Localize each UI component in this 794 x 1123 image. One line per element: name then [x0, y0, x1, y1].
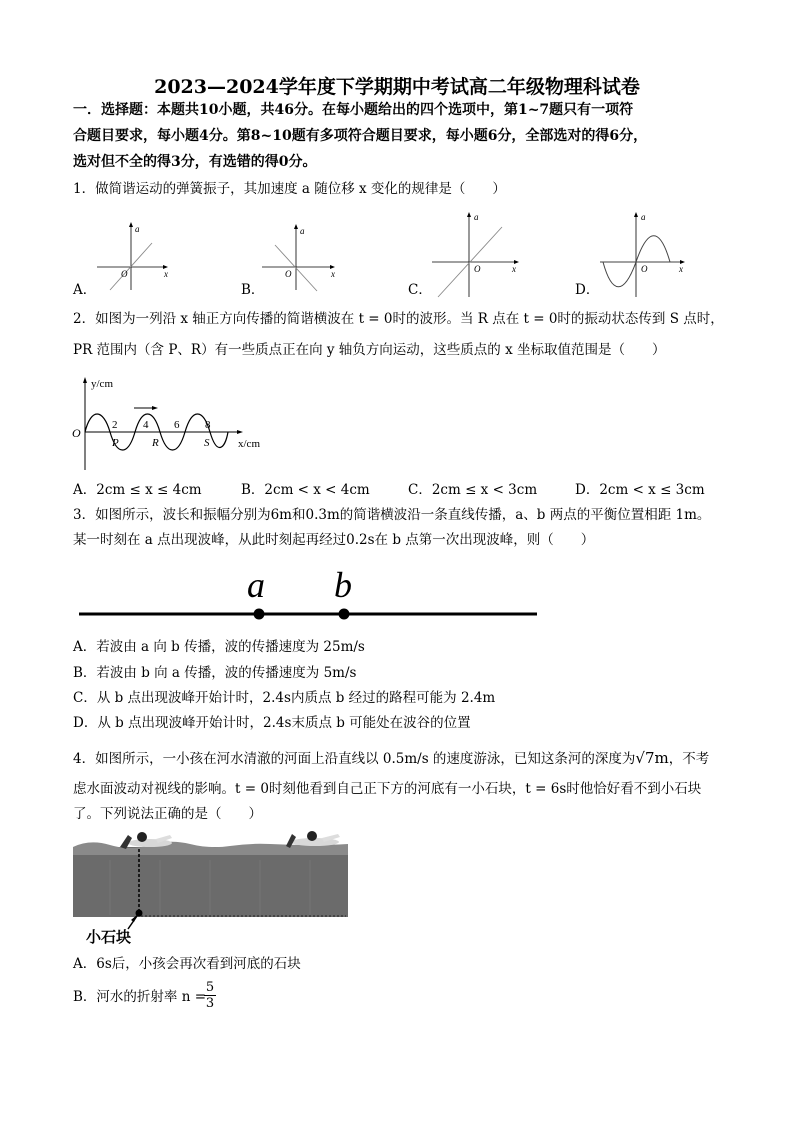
refractive-index-fraction: 5 3 — [205, 980, 215, 1011]
q2-stem-line1: 2．如图为一列沿 x 轴正方向传播的简谐横波在 t = 0时的波形。当 R 点在 t = 0时的振动状态传到 S 点时， — [73, 311, 724, 327]
q1-graph-d — [600, 212, 685, 297]
q1-stem: 1．做简谐运动的弹簧振子，其加速度 a 随位移 x 变化的规律是（ ） — [73, 181, 506, 197]
q3-option-d[interactable]: D．从 b 点出现波峰开始计时，2.4s末质点 b 可能处在波谷的位置 — [73, 715, 471, 731]
q1-option-d[interactable]: D． — [575, 282, 600, 298]
q4-option-b[interactable]: B．河水的折射率 n = — [73, 989, 207, 1005]
point-a — [254, 609, 265, 620]
q1-graphs — [0, 205, 794, 305]
q1-graph-c — [432, 212, 519, 297]
q2-option-d[interactable]: D．2cm < x ≤ 3cm — [575, 482, 705, 498]
svg-text:a: a — [247, 565, 265, 605]
q3-option-a[interactable]: A．若波由 a 向 b 传播，波的传播速度为 25m/s — [73, 639, 365, 655]
q4-option-a[interactable]: A．6s后，小孩会再次看到河底的石块 — [73, 956, 301, 972]
svg-text:b: b — [334, 565, 352, 605]
svg-text:O: O — [121, 269, 128, 279]
svg-text:R: R — [152, 437, 159, 449]
svg-text:2: 2 — [112, 419, 118, 431]
svg-text:x: x — [331, 269, 335, 279]
svg-text:a: a — [641, 212, 646, 222]
q3-stem-line1: 3．如图所示，波长和振幅分别为6m和0.3m的简谐横波沿一条直线传播，a、b 两点的平衡位置相距 1m。 — [73, 507, 711, 523]
q3-option-c[interactable]: C．从 b 点出现波峰开始计时，2.4s内质点 b 经过的路程可能为 2.4m — [73, 690, 496, 706]
svg-text:x: x — [512, 264, 516, 274]
svg-text:4: 4 — [143, 419, 149, 431]
q2-stem-line2: PR 范围内（含 P、R）有一些质点正在向 y 轴负方向运动，这些质点的 x 坐标取值范围是（ ） — [73, 342, 666, 358]
svg-text:y/cm: y/cm — [91, 378, 113, 390]
river-depth: √7m — [635, 749, 669, 767]
q3-figure — [75, 563, 545, 628]
q3-stem-line2: 某一时刻在 a 点出现波峰，从此时刻起再经过0.2s在 b 点第一次出现波峰，则（ ） — [73, 532, 595, 548]
q2-option-c[interactable]: C．2cm ≤ x < 3cm — [408, 482, 538, 498]
svg-text:x: x — [679, 264, 683, 274]
svg-text:P: P — [112, 437, 119, 449]
page-title: 2023—2024学年度下学期期中考试高二年级物理科试卷 — [154, 76, 640, 98]
q2-wave-figure — [70, 375, 290, 475]
svg-text:a: a — [135, 224, 140, 234]
q2-option-a[interactable]: A．2cm ≤ x ≤ 4cm — [73, 482, 202, 498]
q4-stem-line2: 虑水面波动对视线的影响。t = 0时刻他看到自己正下方的河底有一小石块，t = 6s时他恰好看不到小石块 — [73, 781, 702, 797]
q1-option-a[interactable]: A． — [73, 282, 97, 298]
svg-text:O: O — [285, 269, 292, 279]
section-instructions-line3: 选对但不全的得3分，有选错的得0分。 — [73, 154, 317, 170]
svg-text:6: 6 — [174, 419, 180, 431]
svg-text:x: x — [164, 269, 168, 279]
q1-graph-a — [97, 222, 168, 290]
svg-text:x/cm: x/cm — [238, 438, 260, 450]
svg-text:O: O — [641, 264, 648, 274]
q4-stem-line3: 了。下列说法正确的是（ ） — [73, 806, 262, 822]
q4-stem-line1: 4．如图所示，一小孩在河水清澈的河面上沿直线以 0.5m/s 的速度游泳，已知这条河的深度为√7m，不考 — [73, 749, 710, 767]
svg-text:a: a — [474, 212, 479, 222]
q1-option-b[interactable]: B． — [241, 282, 265, 298]
q1-graph-b — [262, 224, 335, 291]
section-instructions-line1: 一．选择题：本题共10小题，共46分。在每小题给出的四个选项中，第1~7题只有一项符 — [73, 102, 634, 118]
section-instructions-line2: 合题目要求，每小题4分。第8~10题有多项符合题目要求，每小题6分，全部选对的得6分， — [73, 128, 648, 144]
svg-text:a: a — [300, 226, 305, 236]
svg-text:8: 8 — [205, 419, 211, 431]
svg-text:O: O — [474, 264, 481, 274]
svg-text:O: O — [72, 426, 81, 440]
point-b — [339, 609, 350, 620]
svg-text:S: S — [204, 437, 210, 449]
q2-option-b[interactable]: B．2cm < x < 4cm — [241, 482, 370, 498]
stone-label: 小石块 — [86, 928, 132, 946]
q3-option-b[interactable]: B．若波由 b 向 a 传播，波的传播速度为 5m/s — [73, 665, 357, 681]
q1-option-c[interactable]: C． — [408, 282, 432, 298]
